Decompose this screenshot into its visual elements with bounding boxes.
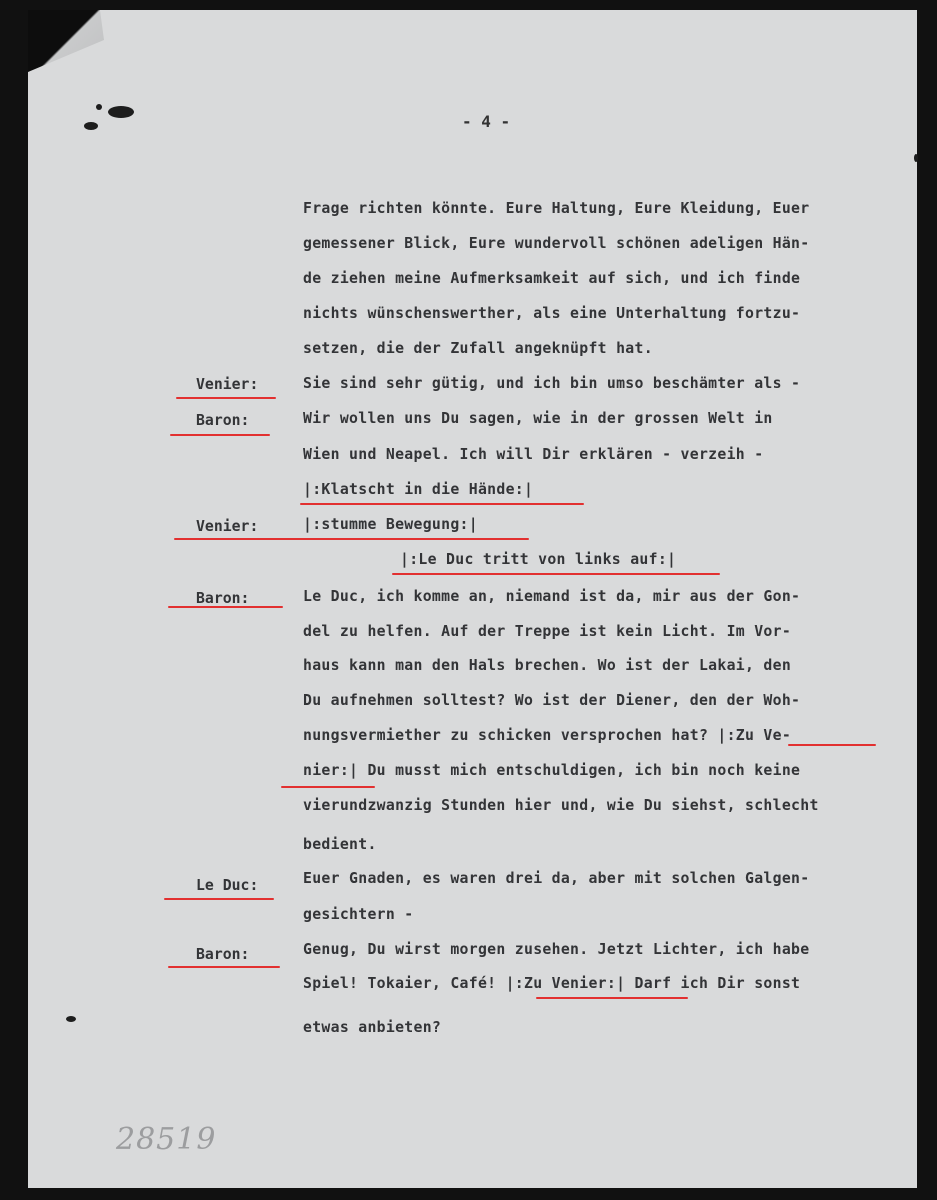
red-underline [176, 397, 276, 399]
red-underline [300, 503, 584, 505]
speaker-label: Baron: [196, 946, 250, 963]
text-line: Le Duc, ich komme an, niemand ist da, mir aus der Gon- [303, 588, 801, 605]
text-line: de ziehen meine Aufmerksamkeit auf sich, und ich finde [303, 270, 801, 287]
speaker-label: Le Duc: [196, 877, 259, 894]
red-underline [392, 573, 720, 575]
red-underline [168, 606, 283, 608]
red-underline [174, 538, 529, 540]
text-line: nier:| Du musst mich entschuldigen, ich bin noch keine [303, 762, 801, 779]
text-line: nungsvermiether zu schicken versprochen hat? |:Zu Ve- [303, 727, 792, 744]
archive-number: 28519 [116, 1122, 217, 1157]
text-line: gemessener Blick, Eure wundervoll schönen adeligen Hän- [303, 235, 810, 252]
text-line: Frage richten könnte. Eure Haltung, Eure Kleidung, Euer [303, 200, 810, 217]
speaker-label: Venier: [196, 376, 259, 393]
text-line: Du aufnehmen solltest? Wo ist der Diener, den der Woh- [303, 692, 801, 709]
text-line: Euer Gnaden, es waren drei da, aber mit solchen Galgen- [303, 870, 810, 887]
red-underline [788, 744, 876, 746]
text-line: setzen, die der Zufall angeknüpft hat. [303, 340, 653, 357]
text-line: etwas anbieten? [303, 1019, 442, 1036]
text-line: nichts wünschenswerther, als eine Unterhaltung fortzu- [303, 305, 801, 322]
ink-blot [66, 1016, 76, 1022]
red-underline [170, 434, 270, 436]
red-underline [168, 966, 280, 968]
text-line: Spiel! Tokaier, Café! |:Zu Venier:| Darf ich Dir sonst [303, 975, 801, 992]
page-number: - 4 - [462, 112, 511, 131]
ink-blot [84, 122, 98, 130]
red-underline [281, 786, 375, 788]
text-line: Wien und Neapel. Ich will Dir erklären - verzeih - [303, 446, 764, 463]
text-line: Genug, Du wirst morgen zusehen. Jetzt Lichter, ich habe [303, 941, 810, 958]
text-line: bedient. [303, 836, 377, 853]
stage-direction: |:stumme Bewegung:| [303, 516, 478, 533]
ink-blot [108, 106, 134, 118]
stage-direction: |:Le Duc tritt von links auf:| [400, 551, 677, 568]
stage-direction: |:Klatscht in die Hände:| [303, 481, 534, 498]
speaker-label: Venier: [196, 518, 259, 535]
text-line: gesichtern - [303, 906, 414, 923]
ink-blot [96, 104, 102, 110]
speaker-label: Baron: [196, 590, 250, 607]
red-underline [164, 898, 274, 900]
text-line: del zu helfen. Auf der Treppe ist kein Licht. Im Vor- [303, 623, 792, 640]
speaker-label: Baron: [196, 412, 250, 429]
ink-blot [914, 154, 918, 162]
text-line: Wir wollen uns Du sagen, wie in der grossen Welt in [303, 410, 773, 427]
text-line: vierundzwanzig Stunden hier und, wie Du siehst, schlecht [303, 797, 819, 814]
text-line: Sie sind sehr gütig, und ich bin umso beschämter als - [303, 375, 801, 392]
text-line: haus kann man den Hals brechen. Wo ist der Lakai, den [303, 657, 792, 674]
red-underline [536, 997, 688, 999]
